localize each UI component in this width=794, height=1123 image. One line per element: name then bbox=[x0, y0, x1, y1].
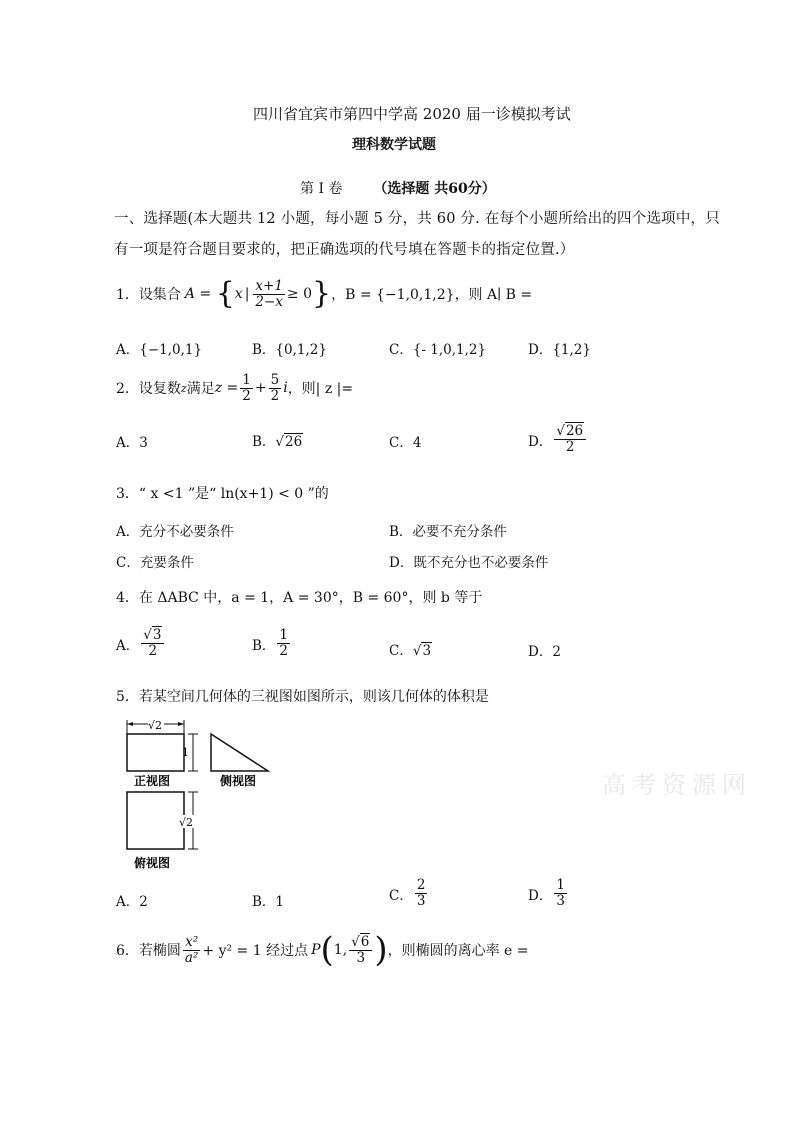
q2-tail: ，则| z |= bbox=[287, 381, 354, 397]
q1-frac-den: 2−x bbox=[255, 293, 283, 310]
q6-point-den: 3 bbox=[356, 949, 366, 966]
q6-frac-num: x² bbox=[185, 933, 199, 950]
q6-rest: + y² = 1 经过点 bbox=[202, 943, 309, 959]
q2-f2-num: 5 bbox=[270, 371, 280, 388]
q2-plus: + bbox=[254, 380, 267, 396]
q1-frac-num: x+1 bbox=[255, 277, 283, 294]
q1-bar: | bbox=[244, 286, 250, 302]
q6-point-radicand: 6 bbox=[360, 933, 370, 950]
instructions-line-2: 有一项是符合题目要求的，把正确选项的代号填在答题卡的指定位置.） bbox=[114, 242, 575, 258]
q5-option-d-num: 1 bbox=[556, 877, 565, 893]
q2-option-d-label: D． bbox=[528, 433, 553, 450]
front-height-label: 1 bbox=[182, 746, 189, 759]
q2-option-d-radicand: 26 bbox=[565, 423, 584, 439]
q5-option-b[interactable]: B．1 bbox=[252, 894, 285, 910]
q2-i: i bbox=[283, 380, 288, 396]
q3-option-c[interactable]: C．充要条件 bbox=[116, 555, 194, 571]
q2-option-c[interactable]: C．4 bbox=[389, 435, 422, 451]
question-2-stem bbox=[116, 368, 353, 408]
q5-option-a[interactable]: A．2 bbox=[116, 894, 148, 910]
q4-option-a-label: A． bbox=[116, 637, 140, 654]
side-view-label: 侧视图 bbox=[220, 774, 257, 788]
q5-option-c-num: 2 bbox=[416, 877, 426, 893]
q4-option-b[interactable] bbox=[252, 628, 292, 659]
question-5-stem: 5．若某空间几何体的三视图如图所示，则该几何体的体积是 bbox=[116, 689, 489, 705]
q4-option-c[interactable]: C．√3 bbox=[389, 643, 432, 659]
q4-option-b-den: 2 bbox=[279, 643, 289, 659]
question-3-stem: 3．“ x <1 ”是“ ln(x+1) < 0 ”的 bbox=[116, 486, 329, 502]
q5-option-d-label: D． bbox=[528, 887, 553, 904]
q4-option-a-radicand: 3 bbox=[152, 627, 162, 643]
q1-prefix: 1．设集合 bbox=[116, 287, 181, 303]
question-4-stem: 4．在 ΔABC 中，a = 1，A = 30°，B = 60°，则 b 等于 bbox=[116, 590, 483, 606]
q6-prefix: 6．若椭圆 bbox=[116, 943, 181, 959]
q3-option-b[interactable]: B．必要不充分条件 bbox=[389, 524, 507, 540]
q5-option-c-den: 3 bbox=[416, 893, 426, 909]
q2-var-z: z bbox=[180, 381, 187, 395]
q4-option-c-radicand: 3 bbox=[422, 643, 432, 659]
q2-option-d[interactable]: D． $\frac{√26}{2}$ bbox=[528, 424, 588, 455]
watermark: 高考资源网 bbox=[602, 771, 752, 799]
q1-tail: ，则 A∣ B = bbox=[454, 287, 533, 303]
q2-mid: 满足 bbox=[186, 381, 215, 397]
question-1-stem: 1．设集合 A = { x | $\frac{x+1}{2-x}$ ≥ 0 } ，B = {−1,0,1,2} ，则 A∣ B = bbox=[116, 276, 533, 311]
q5-option-d-den: 3 bbox=[556, 893, 565, 909]
q2-f1-num: 1 bbox=[242, 371, 251, 388]
q2-option-a[interactable]: A．3 bbox=[116, 435, 148, 451]
q1-option-c[interactable]: C．{- 1,0,1,2} bbox=[389, 342, 487, 358]
plan-view-label: 俯视图 bbox=[134, 856, 171, 870]
front-width-label: √2 bbox=[148, 719, 163, 732]
front-view-rect bbox=[127, 734, 184, 771]
q1-option-d[interactable]: D．{1,2} bbox=[528, 342, 591, 358]
q4-option-a-den: 2 bbox=[148, 643, 158, 659]
q6-tail: ，则椭圆的离心率 e = bbox=[387, 943, 529, 959]
q1-fraction bbox=[253, 279, 285, 310]
q4-option-b-num: 1 bbox=[279, 627, 289, 643]
q1-ineq: ≥ 0 bbox=[286, 286, 313, 302]
question-6-stem: 6．若椭圆 $\frac{\text{x²}}{\text{a²}}$ + y² = 1 经过点 P ( 1, $\frac{√6}{3}$ ) ，则椭圆的离心率 e = bbox=[116, 930, 529, 970]
exam-subtitle: 理科数学试题 bbox=[352, 137, 436, 153]
q5-option-d[interactable] bbox=[528, 878, 569, 909]
side-view-triangle bbox=[211, 734, 268, 771]
three-view-figure bbox=[118, 716, 278, 876]
q1-set-var: x bbox=[234, 286, 243, 302]
q1-option-b[interactable]: B．{0,1,2} bbox=[252, 342, 327, 358]
q3-option-a[interactable]: A．充分不必要条件 bbox=[116, 524, 234, 540]
q2-option-b[interactable]: B．√26 bbox=[252, 434, 303, 450]
q4-option-d[interactable]: D．2 bbox=[528, 644, 561, 660]
q2-prefix: 2．设复数 bbox=[116, 381, 181, 397]
q2-option-b-label: B． bbox=[252, 434, 276, 450]
section-label: 第 I 卷 bbox=[300, 181, 343, 197]
q2-f2-den: 2 bbox=[270, 387, 280, 404]
section-heading bbox=[300, 178, 496, 198]
q2-option-b-radicand: 26 bbox=[285, 434, 303, 450]
q4-option-b-label: B． bbox=[252, 637, 276, 654]
plan-dim-label: √2 bbox=[179, 816, 194, 829]
q1-set-b: ，B = {−1,0,1,2} bbox=[331, 287, 455, 303]
instructions-line-1: 一、选择题(本大题共 12 小题，每小题 5 分，共 60 分. 在每个小题所给出的四个选项中，只 bbox=[114, 211, 720, 227]
q3-option-d[interactable]: D．既不充分也不必要条件 bbox=[389, 555, 549, 571]
q6-point-name: P bbox=[311, 942, 321, 958]
q5-option-c[interactable] bbox=[389, 878, 429, 909]
section-info: （选择题 共60分） bbox=[373, 181, 496, 197]
exam-title: 四川省宜宾市第四中学高 2020 届一诊模拟考试 bbox=[253, 105, 571, 123]
q2-f1-den: 2 bbox=[242, 387, 251, 404]
q2-option-d-den: 2 bbox=[565, 439, 575, 455]
q2-eq: z = bbox=[214, 380, 239, 396]
q6-frac-den: a² bbox=[184, 949, 199, 966]
q4-option-c-label: C． bbox=[389, 643, 413, 659]
q1-option-a[interactable]: A．{−1,0,1} bbox=[116, 342, 203, 358]
front-view-label: 正视图 bbox=[134, 774, 171, 788]
plan-view-rect bbox=[127, 792, 184, 849]
q4-option-a[interactable]: A． $\frac{√3}{2}$ bbox=[116, 628, 166, 659]
q5-option-c-label: C． bbox=[389, 887, 413, 904]
q6-point-x: 1, bbox=[333, 942, 348, 958]
